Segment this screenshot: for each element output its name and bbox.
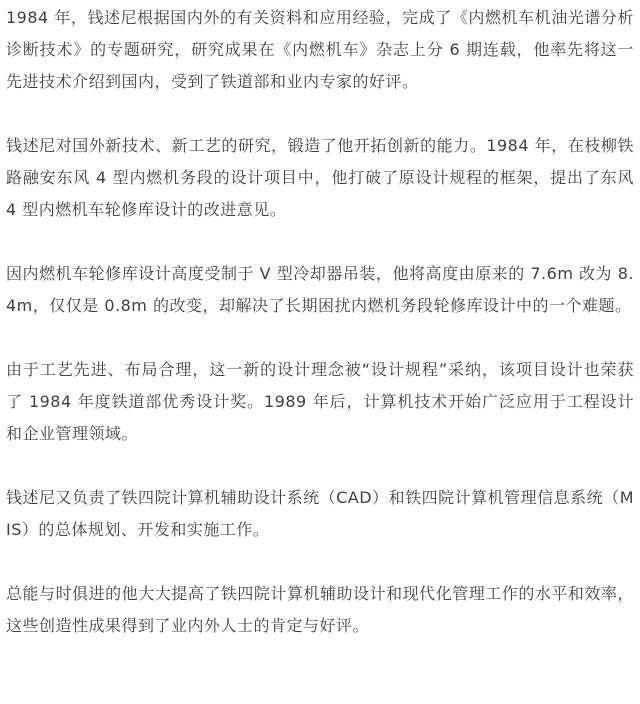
paragraph-spectral-analysis: 1984 年，钱述尼根据国内外的有关资料和应用经验，完成了《内燃机车机油光谱分析诊断技术》的专题研究，研究成果在《内燃机车》杂志上分 6 期连载，他率先将这一先进技术介绍到国内，受到了铁道部和业内专家的好评。 — [6, 8, 634, 91]
paragraph-innovation: 钱述尼对国外新技术、新工艺的研究，锻造了他开拓创新的能力。1984 年，在枝柳铁路融安东风 4 型内燃机务段的设计项目中，他打破了原设计规程的框架，提出了东风 4 型内燃机车轮修库设计的改进意见。 — [6, 136, 634, 219]
paragraph-achievements: 总能与时俱进的他大大提高了铁四院计算机辅助设计和现代化管理工作的水平和效率，这些创造性成果得到了业内外人士的肯定与好评。 — [6, 584, 634, 635]
paragraph-cad-mis: 钱述尼又负责了铁四院计算机辅助设计系统（CAD）和铁四院计算机管理信息系统（MIS）的总体规划、开发和实施工作。 — [6, 488, 634, 539]
article-body — [6, 2, 634, 674]
paragraph-depot-height: 因内燃机车轮修库设计高度受制于 V 型冷却器吊装，他将高度由原来的 7.6m 改为 8.4m，仅仅是 0.8m 的改变，却解决了长期困扰内燃机务段轮修库设计中的一个难题。 — [6, 264, 634, 315]
paragraph-design-award: 由于工艺先进、布局合理，这一新的设计理念被“设计规程”采纳，该项目设计也荣获了 1984 年度铁道部优秀设计奖。1989 年后，计算机技术开始广泛应用于工程设计和企业管理领域。 — [6, 360, 634, 443]
